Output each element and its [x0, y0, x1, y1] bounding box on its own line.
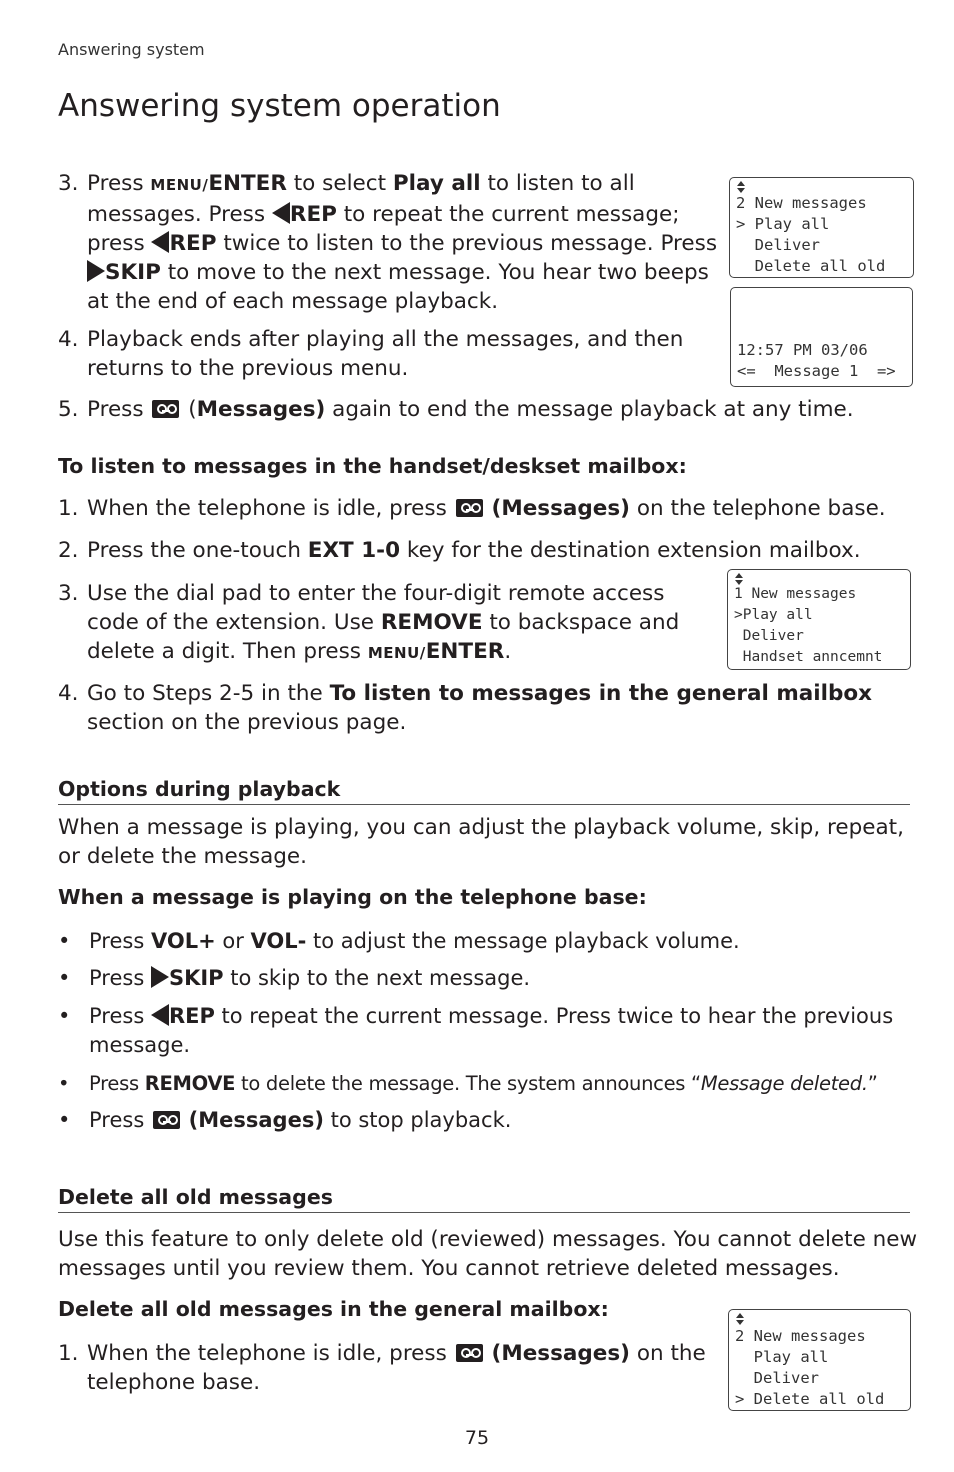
bullet-repeat: • Press REP to repeat the current message. Press twice to hear the previous message.	[58, 1004, 894, 1057]
handset-step-1: 1. When the telephone is idle, press (Messages) on the telephone base.	[58, 496, 886, 521]
page-title: Answering system operation	[58, 88, 501, 124]
rep-left-triangle-icon	[151, 1004, 169, 1026]
voicemail-icon	[456, 499, 483, 517]
lcd-screen-delete-old: 2 New messages Play all Deliver > Delete all old	[728, 1309, 911, 1411]
menu-key: MENU/	[150, 176, 209, 194]
bullet-volume: • Press VOL+ or VOL- to adjust the message playback volume.	[58, 929, 740, 953]
lcd-screen-handset: 1 New messages >Play all Deliver Handset anncemnt	[727, 569, 911, 670]
bullet-remove: • Press REMOVE to delete the message. The system announces “Message deleted.”	[58, 1072, 878, 1095]
up-down-arrows-icon	[736, 1313, 746, 1327]
lcd-screen-playing: 12:57 PM 03/06 <= Message 1 =>	[730, 287, 913, 387]
step-4-playback-ends: 4. Playback ends after playing all the messages, and then returns to the previous menu.	[58, 327, 684, 381]
options-subhead: When a message is playing on the telephone base:	[58, 885, 647, 909]
rep-left-triangle-icon	[151, 231, 169, 253]
delete-old-subhead: Delete all old messages in the general mailbox:	[58, 1297, 609, 1321]
skip-right-triangle-icon	[87, 260, 105, 282]
voicemail-icon	[153, 1111, 180, 1129]
handset-mailbox-heading: To listen to messages in the handset/deskset mailbox:	[58, 454, 687, 478]
enter-key: ENTER	[208, 171, 287, 196]
delete-old-step-1: 1. When the telephone is idle, press (Messages) on the telephone base.	[58, 1341, 706, 1395]
voicemail-icon	[152, 400, 179, 418]
page-number: 75	[464, 1427, 490, 1449]
bullet-stop: • Press (Messages) to stop playback.	[58, 1108, 512, 1132]
voicemail-icon	[456, 1344, 483, 1362]
options-intro: When a message is playing, you can adjust the playback volume, skip, repeat, or delete the message.	[58, 815, 904, 869]
section-label: Answering system	[58, 40, 205, 59]
step-5-end-playback: 5. Press (Messages) again to end the message playback at any time.	[58, 397, 854, 422]
skip-right-triangle-icon	[151, 966, 169, 988]
delete-old-heading: Delete all old messages	[58, 1185, 910, 1213]
delete-old-intro: Use this feature to only delete old (reviewed) messages. You cannot delete new messages until you review them. You cannot retrieve deleted messages.	[58, 1227, 918, 1281]
step-3-play-all: 3. Press MENU/ENTER to select Play all to listen to all messages. Press REP to repeat the current message; press REP twice to listen to the previous message. Press SKIP to move to the next message. You hear two beeps at the end of each message playback.	[58, 171, 718, 314]
rep-left-triangle-icon	[272, 202, 290, 224]
lcd-screen-menu: 2 New messages > Play all Deliver Delete all old	[729, 177, 914, 278]
handset-step-3: 3. Use the dial pad to enter the four-digit remote access code of the extension. Use REMOVE to backspace and delete a digit. Then press MENU/ENTER.	[58, 581, 680, 664]
options-heading: Options during playback	[58, 777, 910, 805]
bullet-skip: • Press SKIP to skip to the next message.	[58, 966, 531, 990]
handset-step-4: 4. Go to Steps 2-5 in the To listen to messages in the general mailbox section on the previous page.	[58, 681, 873, 735]
handset-step-2: 2. Press the one-touch EXT 1-0 key for the destination extension mailbox.	[58, 538, 861, 563]
